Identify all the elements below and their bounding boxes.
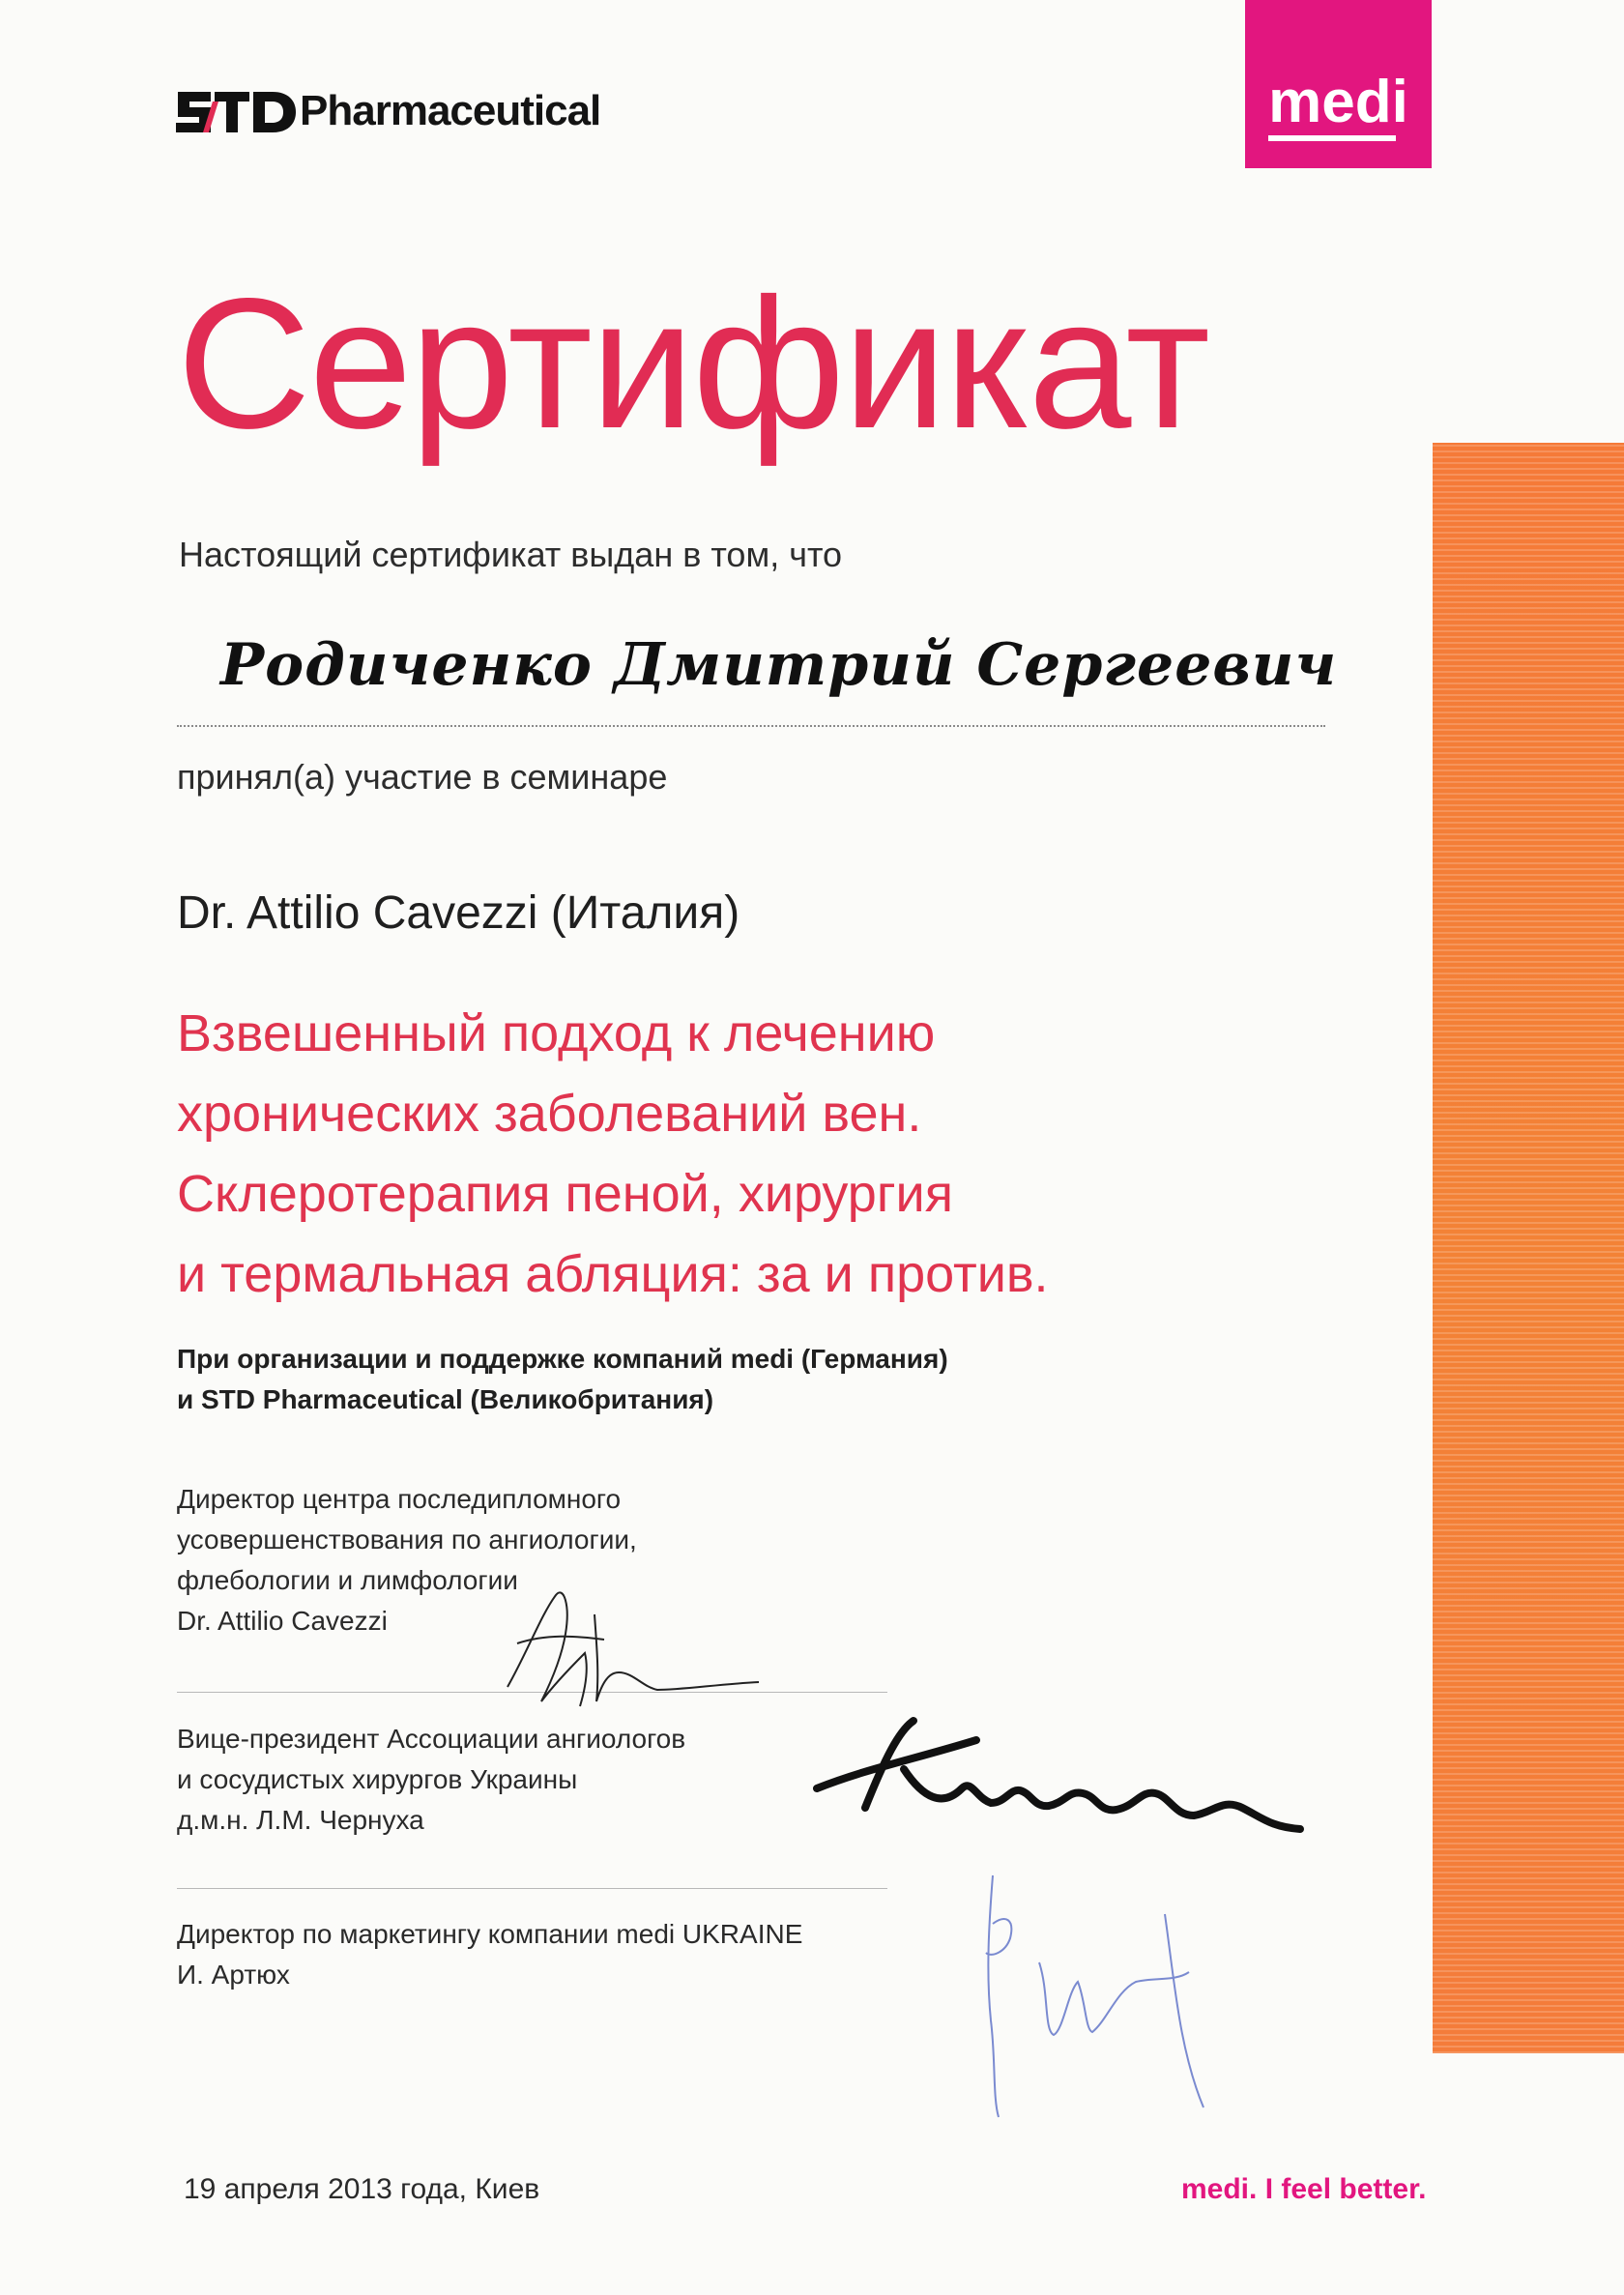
certificate-title: Сертификат xyxy=(177,259,1209,467)
signatory-line: усовершенствования по ангиологии, xyxy=(177,1525,637,1554)
recipient-name: Родиченко Дмитрий Сергеевич xyxy=(220,631,1338,699)
signatory-line: флебологии и лимфологии xyxy=(177,1565,518,1595)
support-line: и STD Pharmaceutical (Великобритания) xyxy=(177,1384,714,1414)
decorative-stripe-band xyxy=(1433,443,1624,2053)
medi-logo-underline xyxy=(1268,135,1396,141)
signatory-line: И. Артюх xyxy=(177,1960,290,1990)
seminar-title-line: хронических заболеваний вен. xyxy=(177,1085,922,1143)
seminar-title-line: Взвешенный подход к лечению xyxy=(177,1004,936,1062)
lecturer-name: Dr. Attilio Cavezzi (Италия) xyxy=(177,887,740,939)
name-underline xyxy=(177,725,1325,727)
medi-logo-text: medi xyxy=(1268,69,1408,135)
seminar-title xyxy=(177,994,1337,1315)
signatory-line: Dr. Attilio Cavezzi xyxy=(177,1606,388,1636)
medi-logo xyxy=(1245,0,1432,168)
seminar-title-line: и термальная абляция: за и против. xyxy=(177,1245,1049,1303)
support-note xyxy=(177,1339,948,1420)
medi-slogan: medi. I feel better. xyxy=(1181,2173,1427,2205)
signature-artyukh xyxy=(972,1866,1242,2127)
signature-chernukha xyxy=(807,1701,1310,1875)
std-logo-mark xyxy=(174,84,298,138)
signature-line-2 xyxy=(177,1888,887,1889)
seminar-title-line: Склеротерапия пеной, хирургия xyxy=(177,1165,953,1223)
signatory-line: д.м.н. Л.М. Чернуха xyxy=(177,1805,424,1835)
participation-text: принял(а) участие в семинаре xyxy=(177,757,668,797)
signatory-line: и сосудистых хирургов Украины xyxy=(177,1764,578,1794)
certificate-intro: Настоящий сертификат выдан в том, что xyxy=(179,535,843,574)
signatory-line: Директор по маркетингу компании medi UKRAINE xyxy=(177,1919,803,1949)
signatory-3 xyxy=(177,1914,802,1995)
signatory-line: Вице-президент Ассоциации ангиологов xyxy=(177,1724,686,1754)
signatory-line: Директор центра последипломного xyxy=(177,1484,622,1514)
std-logo-text: Pharmaceutical xyxy=(300,87,601,134)
signatory-2 xyxy=(177,1719,685,1841)
signature-cavezzi xyxy=(488,1576,778,1721)
date-place: 19 апреля 2013 года, Киев xyxy=(184,2173,540,2205)
support-line: При организации и поддержке компаний medi (Германия) xyxy=(177,1344,948,1374)
std-pharmaceutical-logo xyxy=(174,82,600,140)
